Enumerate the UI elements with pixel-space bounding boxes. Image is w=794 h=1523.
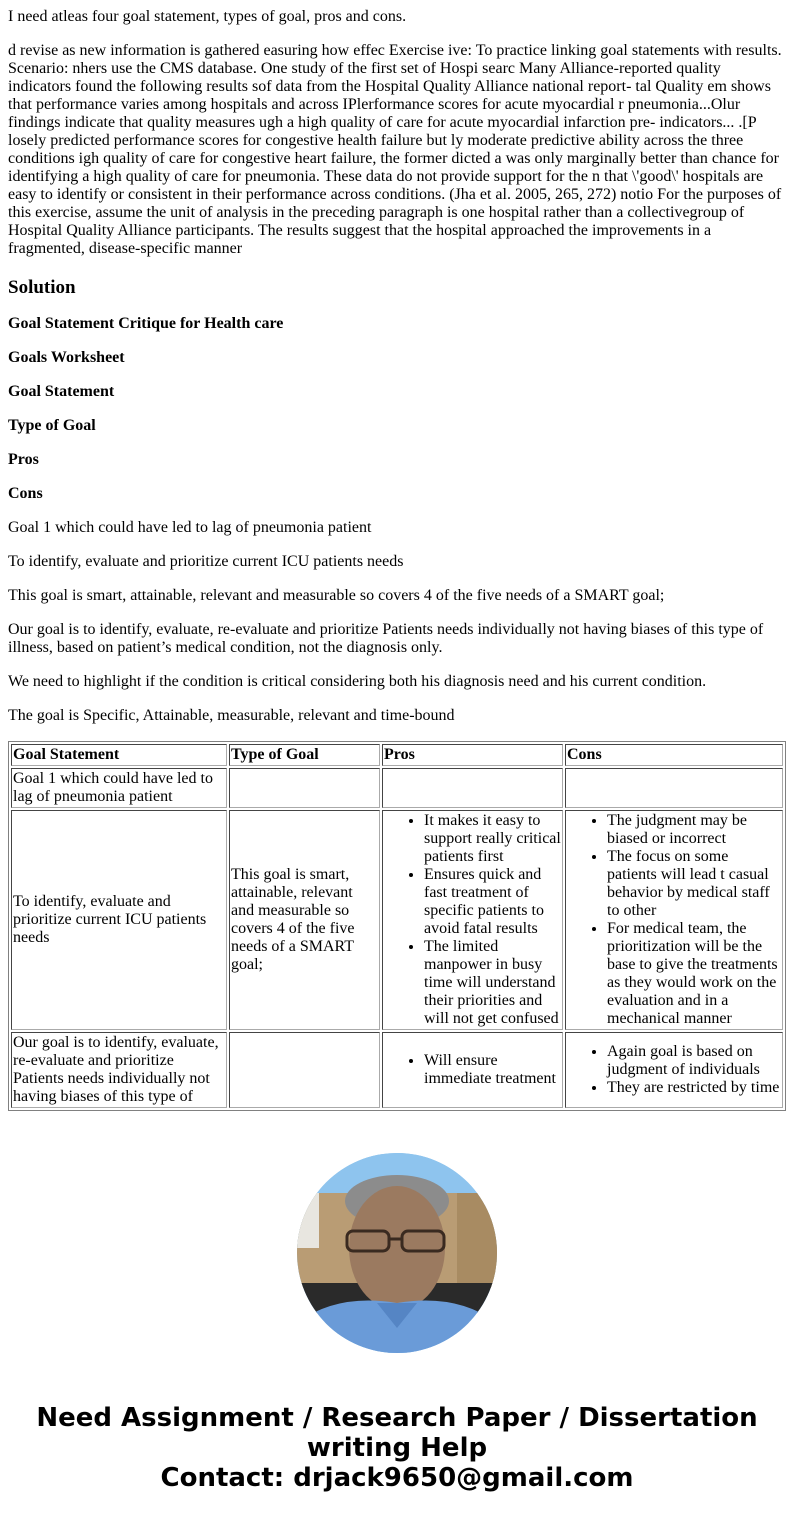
document-body (0, 8, 794, 1111)
header-goal-statement: Goal Statement (11, 744, 227, 766)
cell-cons (565, 768, 783, 808)
cell-goal: Goal 1 which could have led to lag of pneumonia patient (11, 768, 227, 808)
cell-goal: Our goal is to identify, evaluate, re-evaluate and prioritize Patients needs individually not having biases of this type of (11, 1032, 227, 1108)
cell-goal: To identify, evaluate and prioritize current ICU patients needs (11, 810, 227, 1030)
table-header-row (11, 744, 783, 766)
cons-item: • Again goal is based on judgment of individuals (607, 1043, 781, 1079)
header-cons: Cons (565, 744, 783, 766)
solution-paragraph: To identify, evaluate and prioritize current ICU patients needs (8, 553, 404, 570)
header-pros: Pros (382, 744, 563, 766)
solution-title: Goal Statement Critique for Health care (8, 315, 284, 332)
table-row (11, 810, 783, 1030)
cell-pros (382, 1032, 563, 1108)
author-photo-icon (297, 1153, 497, 1353)
cell-pros (382, 768, 563, 808)
question-scenario: d revise as new information is gathered easuring how effec Exercise ive: To practice linking goal statements with results. Scenario: nhers use the CMS database. One study of the first set of Hospi searc Many Alliance-reported quality indicators found the following results sof data from the Hospital Quality Alliance national report- tal Quality em shows that performance varies among hospitals and across IPlerformance scores for acute myocardial r pneumonia...Olur findings indicate that quality measures ugh a high quality of care for acute myocardial infarction pre- indicators... .[P losely predicted performance scores for congestive health failure but ly moderate predictive ability across the three conditions igh quality of care for congestive heart failure, the former dicted a was only marginally better than chance for identifying a high quality of care for pneumonia. These data do not provide support for the n that \'good\' hospitals are easy to identify or consistent in their performance across conditions. (Jha et al. 2005, 265, 272) notio For the purposes of this exercise, assume the unit of analysis in the preceding paragraph is one hospital rather than a collectivegroup of Hospital Quality Alliance participants. The results suggest that the hospital approached the improvements in a fragmented, disease-specific manner (8, 42, 782, 257)
label-type-of-goal: Type of Goal (8, 417, 96, 434)
pros-item: • Ensures quick and fast treatment of specific patients to avoid fatal results (424, 866, 561, 938)
worksheet-title: Goals Worksheet (8, 349, 125, 366)
cell-pros (382, 810, 563, 1030)
header-type-of-goal: Type of Goal (229, 744, 380, 766)
label-goal-statement: Goal Statement (8, 383, 115, 400)
solution-paragraph: This goal is smart, attainable, relevant and measurable so covers 4 of the five needs of a SMART goal; (8, 587, 665, 604)
promo-banner (0, 1403, 794, 1493)
solution-paragraph: Goal 1 which could have led to lag of pneumonia patient (8, 519, 372, 536)
cons-item: • They are restricted by time (607, 1079, 781, 1097)
table-row (11, 768, 783, 808)
cons-list (567, 1043, 781, 1097)
label-cons: Cons (8, 485, 43, 502)
pros-item: • The limited manpower in busy time will understand their priorities and will not get confused (424, 938, 561, 1028)
question-prompt: I need atleas four goal statement, types of goal, pros and cons. (8, 8, 407, 25)
promo-contact[interactable]: Contact: drjack9650@gmail.com (160, 1463, 634, 1493)
cell-type (229, 1032, 380, 1108)
cons-item: • The focus on some patients will lead t casual behavior by medical staff to other (607, 848, 781, 920)
cons-item: • The judgment may be biased or incorrect (607, 812, 781, 848)
promo-line-1: Need Assignment / Research Paper / Dissertation (36, 1403, 758, 1433)
solution-paragraph: We need to highlight if the condition is critical considering both his diagnosis need and his current condition. (8, 673, 707, 690)
cons-item: • For medical team, the prioritization will be the base to give the treatments as they would work on the evaluation and in a mechanical manner (607, 920, 781, 1028)
pros-item: • Will ensure immediate treatment (424, 1052, 561, 1088)
pros-item: • It makes it easy to support really critical patients first (424, 812, 561, 866)
pros-list (384, 1052, 561, 1088)
cell-cons (565, 810, 783, 1030)
solution-paragraph: Our goal is to identify, evaluate, re-evaluate and prioritize Patients needs individually not having biases of this type of illness, based on patient’s medical condition, not the diagnosis only. (8, 621, 764, 656)
label-pros: Pros (8, 451, 39, 468)
pros-list (384, 812, 561, 1028)
goals-table (8, 741, 786, 1111)
cell-type (229, 768, 380, 808)
cons-list (567, 812, 781, 1028)
promo-line-2: writing Help (306, 1433, 488, 1463)
table-row (11, 1032, 783, 1108)
cell-type: This goal is smart, attainable, relevant and measurable so covers 4 of the five needs of a SMART goal; (229, 810, 380, 1030)
solution-heading: Solution (8, 277, 76, 298)
solution-paragraph: The goal is Specific, Attainable, measurable, relevant and time-bound (8, 707, 455, 724)
author-avatar (297, 1153, 497, 1353)
cell-cons (565, 1032, 783, 1108)
